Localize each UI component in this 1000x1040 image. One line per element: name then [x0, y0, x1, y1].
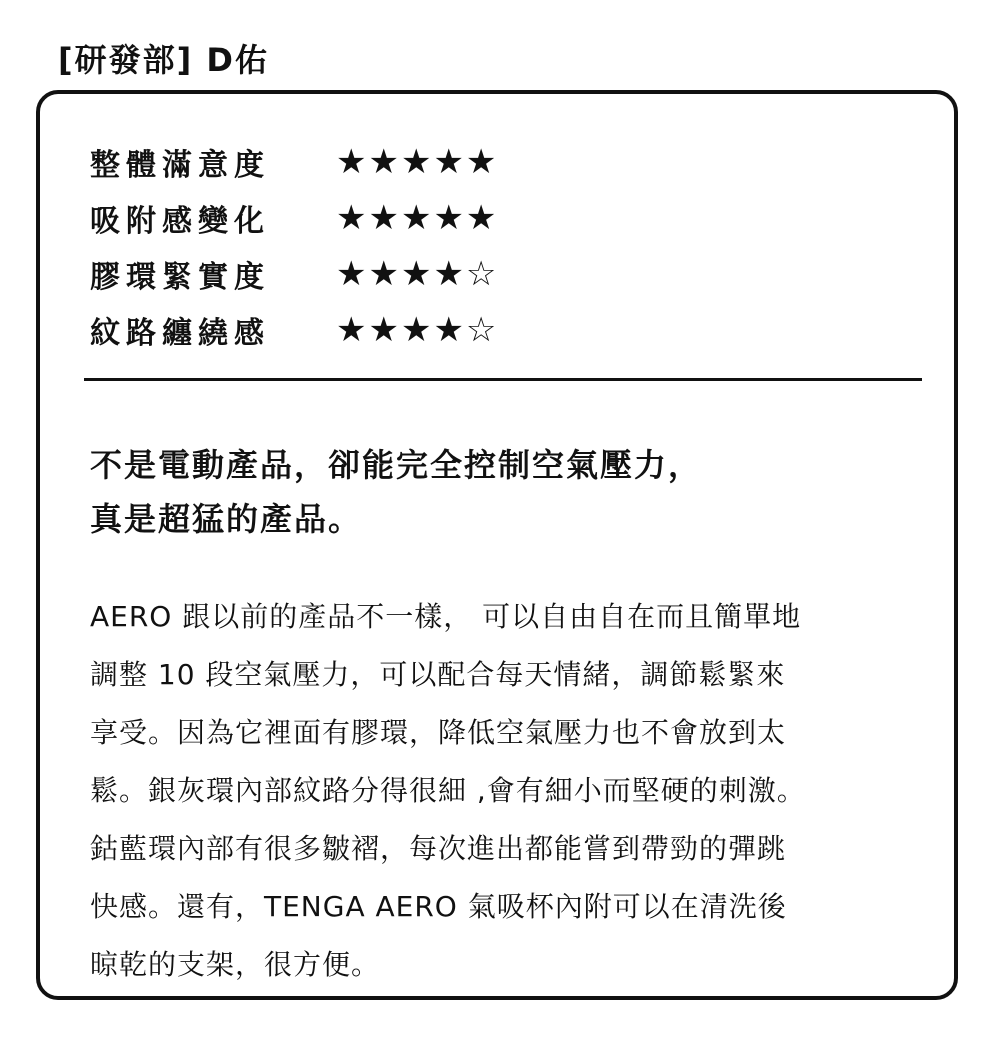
body-line: 鬆。銀灰環內部紋路分得很細 ,會有細小而堅硬的刺激。 — [90, 774, 806, 807]
headline-line: 真是超猛的產品。 — [90, 500, 363, 538]
body-line: 享受。因為它裡面有膠環，降低空氣壓力也不會放到太 — [90, 716, 787, 749]
rating-row-overall — [90, 134, 690, 190]
star-rating: ★★★★★ — [336, 142, 499, 182]
body-line: AERO 跟以前的產品不一樣， 可以自由自在而且簡單地 — [90, 600, 802, 633]
page-title: [研發部] D佑 — [58, 41, 269, 79]
rating-row-suction — [90, 190, 690, 246]
rating-label: 整體滿意度 — [90, 148, 270, 183]
rating-label: 吸附感變化 — [90, 204, 270, 239]
star-rating: ★★★★★ — [336, 198, 499, 238]
body-line: 鈷藍環內部有很多皺褶，每次進出都能嘗到帶勁的彈跳 — [90, 832, 787, 865]
star-rating: ★★★★☆ — [336, 254, 499, 294]
body-line: 晾乾的支架，很方便。 — [90, 948, 381, 981]
headline-line: 不是電動產品，卻能完全控制空氣壓力， — [90, 446, 703, 484]
ratings-list — [90, 134, 690, 358]
rating-label: 紋路纏繞感 — [90, 316, 270, 351]
section-divider — [84, 378, 922, 381]
body-line: 快感。還有，TENGA AERO 氣吸杯內附可以在清洗後 — [90, 890, 787, 923]
review-card — [36, 90, 958, 1000]
rating-label: 膠環緊實度 — [90, 260, 270, 295]
body-line: 調整 10 段空氣壓力，可以配合每天情緒，調節鬆緊來 — [90, 658, 786, 691]
rating-row-texture — [90, 302, 690, 358]
rating-row-tightness — [90, 246, 690, 302]
star-rating: ★★★★☆ — [336, 310, 499, 350]
review-body — [90, 588, 930, 994]
review-headline — [90, 438, 890, 546]
